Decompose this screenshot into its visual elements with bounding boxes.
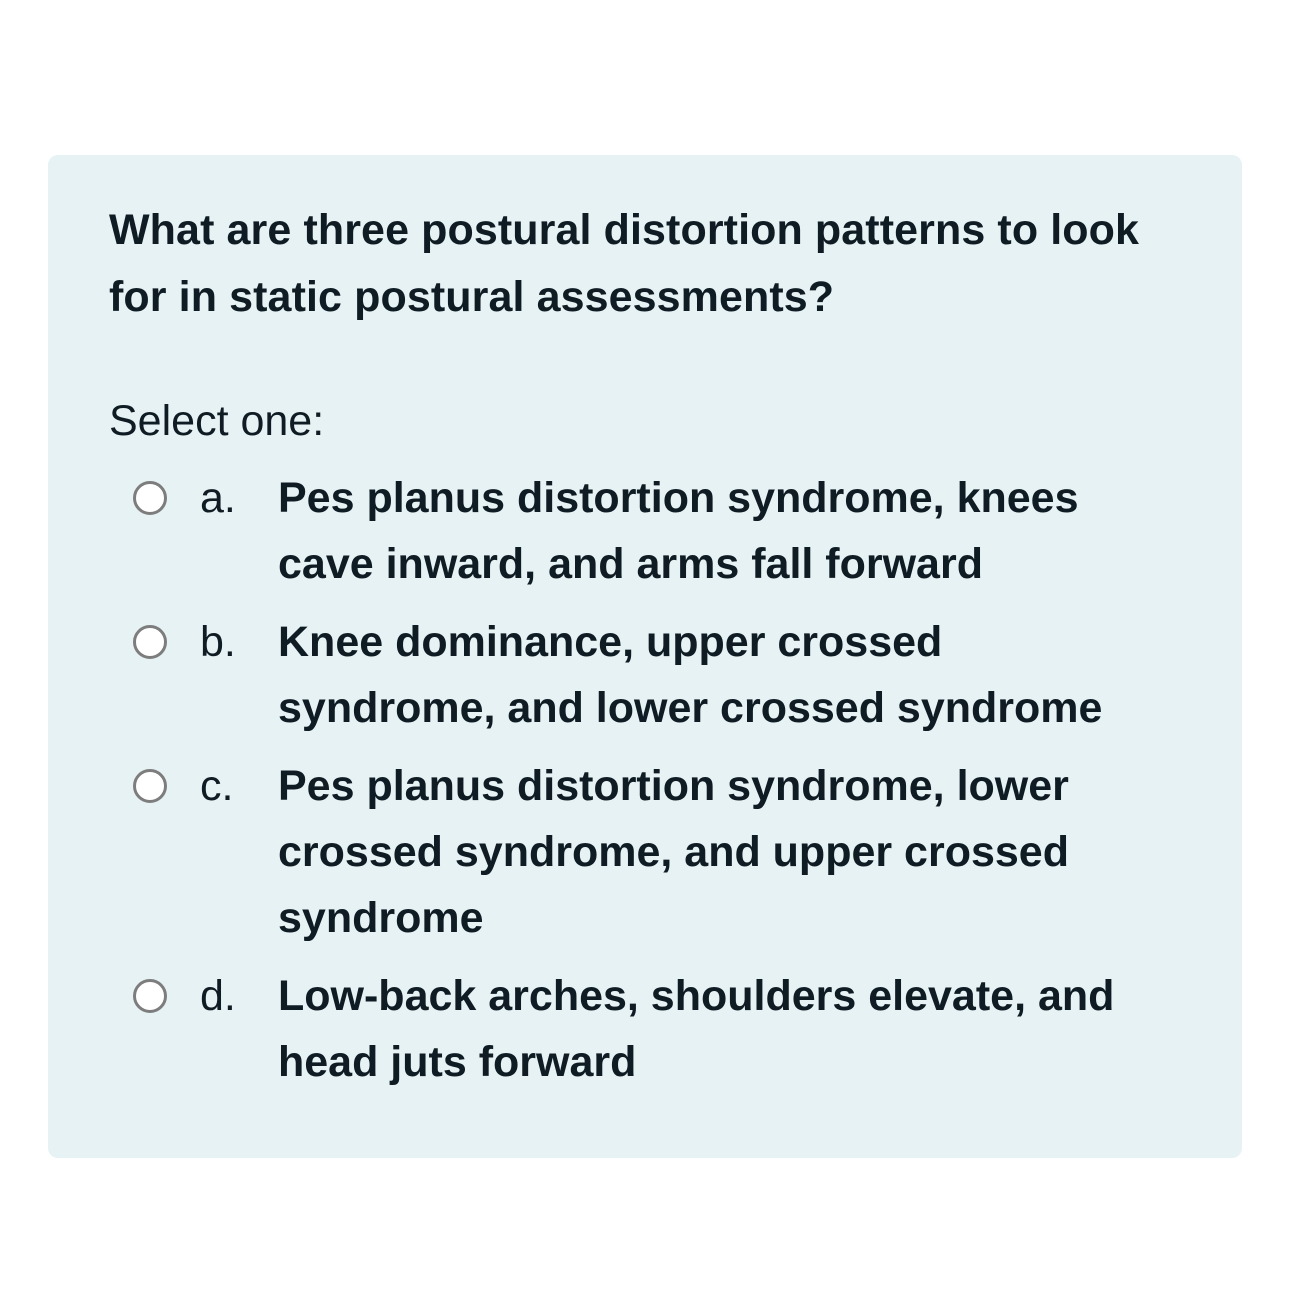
answer-option-d[interactable] <box>109 963 1182 1095</box>
answer-options <box>109 465 1182 1095</box>
answer-letter-a: a. <box>200 474 236 522</box>
answer-text-c[interactable]: Pes planus distortion syndrome, lower crossed syndrome, and upper crossed syndrome <box>278 762 1069 942</box>
radio-button-a[interactable] <box>133 481 167 515</box>
answer-text-a[interactable]: Pes planus distortion syndrome, knees cave inward, and arms fall forward <box>278 474 1079 588</box>
answer-option-a[interactable] <box>109 465 1182 597</box>
answer-letter-d: d. <box>200 972 236 1020</box>
answer-letter-c: c. <box>200 762 234 810</box>
answer-option-b[interactable] <box>109 609 1182 741</box>
question-text: What are three postural distortion patterns to look for in static postural assessments? <box>109 206 1140 321</box>
question-card <box>48 155 1242 1158</box>
radio-button-b[interactable] <box>133 625 167 659</box>
answer-text-d[interactable]: Low-back arches, shoulders elevate, and head juts forward <box>278 972 1115 1086</box>
select-one-prompt: Select one: <box>109 397 325 445</box>
radio-button-c[interactable] <box>133 769 167 803</box>
answer-option-c[interactable] <box>109 753 1182 951</box>
answer-letter-b: b. <box>200 618 236 666</box>
answer-text-b[interactable]: Knee dominance, upper crossed syndrome, and lower crossed syndrome <box>278 618 1103 732</box>
radio-button-d[interactable] <box>133 979 167 1013</box>
